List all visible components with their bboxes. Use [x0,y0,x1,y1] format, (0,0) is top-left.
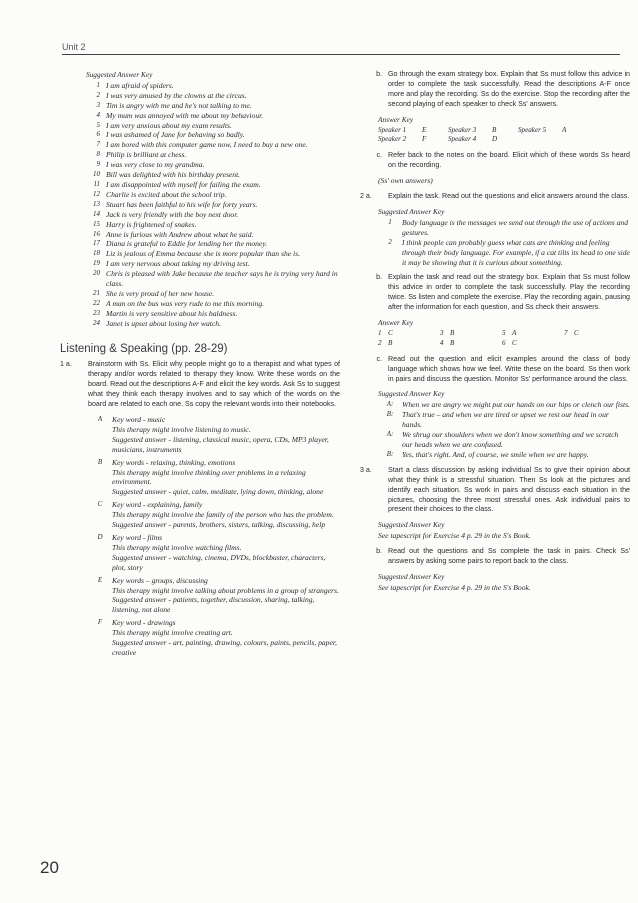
item-number: 21 [93,288,100,297]
table-cell: A [562,125,567,134]
exercise-label: b. [376,70,382,78]
dialogue-text: That's true – and when we are tired or upset we rest our head in our hands. [402,410,609,430]
dialogue-line [378,410,630,430]
exercise-text: Explain the task. Read out the questions and elicit answers around the class. [388,192,630,201]
item-number: 14 [93,209,100,218]
list-item [82,220,340,230]
answer-line: Key word - music [112,415,166,424]
table-cell: B [450,338,455,347]
exercise-text: Read out the questions and Ss complete the task in pairs. Check Ss' answers by asking some pairs to report back to the class. [388,547,630,566]
answer-key-heading: Suggested Answer Key [378,206,445,216]
list-item [82,309,340,319]
exercise-2a [360,192,630,202]
answer-line: This therapy might involve listening to music. [112,424,251,434]
table-cell: 5 [502,328,506,337]
list-item [82,91,340,101]
answer-text: See tapescript for Exercise 4 p. 29 in the S's Book. [378,582,531,592]
answer-line: Key word - explaining, family [112,500,203,510]
dialogue-text: Yes, that's right. And, of course, we smile when we are happy. [402,449,589,459]
answer-item [88,533,340,573]
answer-line: This therapy might involve thinking over problems in a relaxing environment. [112,467,306,487]
item-number: 8 [96,150,100,159]
list-item [378,218,630,238]
dialogue-text: When we are angry we might put our hands on our hips or clench our fists. [402,400,630,410]
answer-letter: F [97,618,103,627]
answer-body [112,533,340,573]
item-text: My mum was annoyed with me about my behaviour. [106,110,264,120]
answer-key-heading: Answer Key [378,318,414,328]
table-cell: B [388,338,393,347]
exercise-text: Brainstorm with Ss. Elicit why people might go to a therapist and what types of therapy and/or words related to therapy they know. Write these words on the board. Read out the descriptions A-F and elicit the key words. Ask Ss to suggest what they think each therapy involves and to say which of the words on the board are related to each one. Ss copy the relevant words into their notebooks. [88,360,340,409]
exercise-label: b. [376,547,382,556]
suggested-answer-key-2a [378,207,630,267]
answer-letter: B [97,457,103,466]
item-text: I am bored with this computer game now, I need to buy a new one. [106,140,308,150]
list-item [82,81,340,91]
answer-item [88,415,340,455]
suggested-answer-key-3a [378,520,630,541]
list-item [82,249,340,259]
item-text: I was very amused by the clowns at the circus. [106,90,247,100]
table-cell: 7 [564,328,568,337]
item-number: 2 [96,90,100,99]
exercise-label: 1 a. [60,360,72,369]
answer-body [112,500,340,530]
item-number: 20 [93,269,100,278]
table-cell: Speaker 2 [378,135,407,144]
exercise-label: 2 a. [360,192,372,201]
item-text: Jack is very friendly with the boy next door. [106,209,239,219]
answer-line: Suggested answer - art, painting, drawing, colours, paints, pencils, paper, creative [112,638,337,657]
answer-item [88,500,340,530]
answer-item [88,576,340,616]
answer-item [88,458,340,498]
exercise-label: b. [376,273,382,282]
answer-letter: D [97,532,103,541]
list-item [378,238,630,268]
item-number: 3 [96,100,100,109]
table-cell [574,339,594,349]
item-text: Harry is frightened of snakes. [106,219,197,229]
list-item [82,269,340,289]
answer-line: This therapy might involve watching films. [112,542,242,552]
list-item [82,319,340,329]
list-item [82,111,340,121]
exercise-text: Go through the exam strategy box. Explain that Ss must follow this advice in order to complete the task successfully. Read the descriptions A-F once more and play the recording. Ss do the exercise. Stop the recording after the second playing of each speaker to check Ss' answers. [388,70,630,108]
list-item [82,210,340,220]
item-number: 2 [388,237,392,246]
section-title: Listening & Speaking (pp. 28-29) [60,342,228,355]
exercise-1b [360,70,630,110]
answer-body [112,576,340,616]
list-item [82,160,340,170]
item-number: 1 [96,80,100,89]
exercise-2b [360,273,630,313]
answer-key-heading: Suggested Answer Key [378,571,445,581]
right-column [360,70,630,597]
item-number: 24 [93,318,100,327]
item-number: 6 [96,130,100,139]
item-number: 7 [96,140,100,149]
answer-items [378,218,630,268]
answer-key-table [378,126,630,146]
answer-key-heading: Suggested Answer Key [378,520,445,530]
item-number: 16 [93,229,100,238]
item-text: Diana is grateful to Eddie for lending her the money. [106,239,268,249]
dialogue-line [378,450,630,460]
item-text: Charlie is excited about the school trip. [106,189,227,199]
table-row [378,126,630,136]
item-number: 23 [93,308,100,317]
suggested-answer-key-3b [378,572,630,593]
list-item [82,299,340,309]
answer-line: Key words - relaxing, thinking, emotions [112,457,236,467]
list-item [82,200,340,210]
list-item [82,239,340,249]
answer-key-table [378,329,630,349]
list-item [82,190,340,200]
item-text: A man on the bus was very rude to me this morning. [106,298,265,308]
item-text: I was very close to my grandma. [106,160,205,170]
item-text: I am very nervous about taking my driving test. [106,259,250,269]
item-text: Martin is very sensitive about his baldness. [106,308,238,318]
left-column [60,70,340,662]
item-number: 10 [93,170,100,179]
answer-line: This therapy might involve the family of the person who has the problem. [112,510,334,520]
answer-letter: C [97,500,103,509]
answer-line: Key word - drawings [112,618,176,628]
list-item [82,121,340,131]
table-cell [562,135,582,145]
answer-line: Key word - films [112,532,163,542]
exercise-3b [360,547,630,567]
table-cell: B [450,328,455,337]
item-text: I am disappointed with myself for failing the exam. [106,179,261,189]
item-text: Bill was delighted with his birthday present. [106,170,241,180]
exercise-label: c. [376,354,382,363]
exercise-label: 3 a. [360,465,372,474]
list-item [82,289,340,299]
suggested-answer-key-heading: Suggested Answer Key [86,70,153,79]
answer-line: Suggested answer - parents, brothers, sisters, talking, discussing, help [112,520,326,530]
page-number: 20 [40,858,59,877]
header-rule [62,54,620,55]
item-number: 11 [93,179,100,188]
answer-line: Suggested answer - patients, together, discussion, sharing, talking, listening, not alone [112,595,315,615]
exercise-label: c. [376,151,382,160]
dialogue-line [378,430,630,450]
dialogue [378,400,630,459]
item-number: 9 [96,160,100,169]
exercise-1c [360,151,630,171]
answer-line: Suggested answer - watching, cinema, DVDs, blockbuster, characters, plot, story [112,552,326,572]
table-cell: C [388,328,393,337]
item-text: Body language is the messages we send out through the use of actions and gestures. [402,217,629,237]
item-text: Liz is jealous of Emma because she is more popular than she is. [106,249,300,259]
item-text: I think people can probably guess what cats are thinking and feeling through their body language. For example, if a cat tilts its head to one side it may be showing that it is curious about something. [402,237,630,267]
table-cell: F [422,135,427,144]
table-cell: E [422,125,427,134]
item-number: 15 [93,219,100,228]
dialogue-text: We shrug our shoulders when we don't know something and we scratch our heads when we are confused. [402,430,619,449]
list-item [82,170,340,180]
item-number: 12 [93,189,100,198]
unit-label: Unit 2 [62,42,86,52]
answer-key-1b [378,115,630,146]
answer-text: See tapescript for Exercise 4 p. 29 in the S's Book. [378,531,531,541]
item-number: 22 [93,298,100,307]
table-row [378,329,630,339]
answer-line: This therapy might involve talking about problems in a group of strangers. [112,585,339,595]
table-cell: Speaker 5 [518,125,547,134]
exercise-3a [360,466,630,516]
table-cell: Speaker 1 [378,125,407,134]
item-text: I was ashamed of Jane for behaving so badly. [106,130,245,140]
exercise-text: Read out the question and elicit examples around the class of body language which shows how we feel. Write these on the board. Ss then work in pairs and discuss the question. Monitor Ss' performance around the class. [388,354,630,383]
speaker: A: [386,400,394,409]
answer-key-heading: Answer Key [378,114,414,124]
exercise-text: Explain the task and read out the strategy box. Explain that Ss must follow this advice in order to complete the task successfully. Play the recording twice. Ss listen and complete the exercise. Play the recording again, pausing after the information for each question, and Ss check their answers. [388,273,630,312]
list-item [82,259,340,269]
item-number: 5 [96,120,100,129]
list-item [82,150,340,160]
exercise-1c-answer: (Ss' own answers) [378,176,433,186]
table-cell: 2 [378,338,382,347]
answer-list [88,415,340,658]
sentence-list [82,81,340,329]
table-cell: 1 [378,328,382,337]
item-text: Tim is angry with me and he's not talking to me. [106,100,252,110]
item-text: Philip is brilliant at chess. [106,150,187,160]
exercise-1a [60,360,340,410]
answer-line: Key words – groups, discussing [112,575,208,585]
item-text: I am very anxious about my exam results. [106,120,232,130]
item-number: 19 [93,259,100,268]
item-number: 13 [93,199,100,208]
answer-key-2b [378,318,630,349]
answer-line: This therapy might involve creating art. [112,628,233,638]
item-number: 18 [93,249,100,258]
table-row [378,339,630,349]
table-row [378,135,630,145]
answer-line: Suggested answer - listening, classical music, opera, CDs, MP3 player, musicians, instruments [112,434,329,454]
list-item [82,130,340,140]
table-cell: 6 [502,338,506,347]
table-cell: A [512,328,517,337]
table-cell [518,135,562,145]
table-cell: B [492,125,497,134]
list-item [82,180,340,190]
speaker: A: [386,430,394,439]
answer-line: Suggested answer - quiet, calm, meditate, lying down, thinking, alone [112,487,324,497]
answer-body [112,618,340,658]
dialogue-line [378,400,630,410]
table-cell: 3 [440,328,444,337]
list-item [82,101,340,111]
item-text: She is very proud of her new house. [106,288,215,298]
item-text: Chris is pleased with Jake because the teacher says he is trying very hard in class. [106,269,338,289]
list-item [82,140,340,150]
table-cell: C [512,338,517,347]
answer-item [88,618,340,658]
item-text: Anne is furious with Andrew about what he said. [106,229,254,239]
answer-key-heading: Suggested Answer Key [378,389,445,399]
item-number: 4 [96,110,100,119]
answer-body [112,458,340,498]
speaker: B: [386,410,394,419]
table-cell: Speaker 4 [448,135,477,144]
table-cell: Speaker 3 [448,125,477,134]
item-text: Stuart has been faithful to his wife for forty years. [106,199,258,209]
answer-letter: A [97,415,103,423]
exercise-2c [360,355,630,385]
exercise-text: Refer back to the notes on the board. Elicit which of these words Ss heard on the recording. [388,151,630,170]
table-cell: D [492,135,498,144]
list-item [82,230,340,240]
speaker: B: [386,449,394,458]
item-text: I am afraid of spiders. [106,80,174,90]
exercise-text: Start a class discussion by asking individual Ss to give their opinion about what they think is a stressful situation. Then Ss look at the pictures and identify each situation. Ss work in pairs and discuss each situation in the pictures, choosing the three most stressful ones. Ask individual pairs to present their choices to the class. [388,465,630,514]
item-number: 17 [93,239,100,248]
answer-body [112,415,340,455]
table-cell [564,339,574,349]
suggested-answer-key-2c [378,389,630,459]
table-cell: 4 [440,338,444,347]
item-number: 1 [388,217,392,226]
item-text: Janet is upset about losing her watch. [106,318,221,328]
answer-letter: E [97,575,103,584]
table-cell: C [574,328,579,337]
